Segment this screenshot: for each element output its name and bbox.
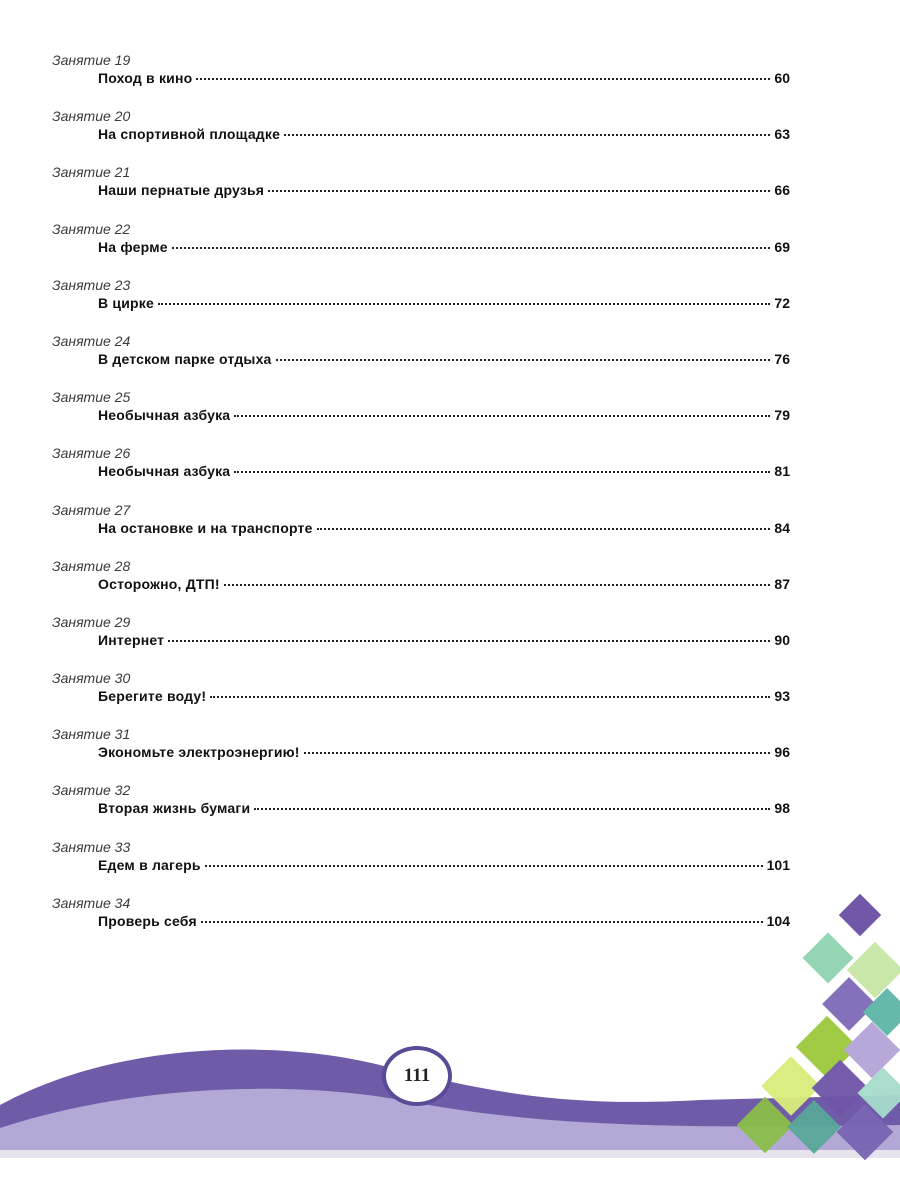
- lesson-page: 72: [774, 294, 790, 311]
- dot-leader: [234, 415, 770, 417]
- toc-entry: [52, 891, 790, 947]
- lesson-title: На спортивной площадке: [98, 126, 281, 143]
- toc-entry: [52, 666, 790, 722]
- toc-line: [98, 463, 790, 479]
- dot-leader: [276, 359, 771, 361]
- lesson-title: В цирке: [98, 294, 154, 311]
- toc-line: [98, 913, 790, 929]
- lesson-page: 63: [774, 126, 790, 143]
- toc-line: [98, 295, 790, 311]
- lesson-page: 79: [774, 407, 790, 424]
- lesson-page: 66: [774, 182, 790, 199]
- lesson-number: Занятие 19: [52, 52, 131, 68]
- toc-entry: [52, 722, 790, 778]
- dot-leader: [304, 752, 771, 754]
- toc-line: [98, 800, 790, 816]
- lesson-number: Занятие 23: [52, 276, 131, 293]
- dot-leader: [168, 640, 770, 642]
- dot-leader: [196, 78, 770, 80]
- lesson-page: 76: [774, 350, 790, 367]
- toc-entry: [52, 610, 790, 666]
- lesson-page: 93: [774, 688, 790, 705]
- lesson-title: Экономьте электроэнергию!: [98, 744, 300, 761]
- dot-leader: [172, 247, 771, 249]
- lesson-title: Вторая жизнь бумаги: [98, 800, 251, 817]
- toc-entry: [52, 104, 790, 160]
- lesson-title: Осторожно, ДТП!: [98, 575, 220, 592]
- lesson-page: 90: [774, 631, 790, 648]
- lesson-page: 81: [774, 463, 790, 480]
- lesson-number: Занятие 33: [52, 838, 131, 855]
- lesson-number: Занятие 26: [52, 445, 131, 462]
- dot-leader: [224, 584, 771, 586]
- toc-entry: [52, 217, 790, 273]
- lesson-title: Поход в кино: [98, 70, 193, 86]
- toc-line: [98, 182, 790, 198]
- toc-line: [98, 70, 790, 86]
- toc-entry: [52, 778, 790, 834]
- toc-entry: [52, 385, 790, 441]
- lesson-title: Берегите воду!: [98, 688, 207, 705]
- table-of-contents: [52, 48, 790, 947]
- lesson-number: Занятие 30: [52, 670, 131, 687]
- lesson-title: На остановке и на транспорте: [98, 519, 313, 536]
- lesson-number: Занятие 34: [52, 894, 131, 911]
- toc-line: [98, 632, 790, 648]
- toc-entry: [52, 273, 790, 329]
- dot-leader: [205, 865, 763, 867]
- toc-line: [98, 688, 790, 704]
- lesson-page: 101: [766, 856, 790, 873]
- toc-entry: [52, 498, 790, 554]
- dot-leader: [268, 190, 770, 192]
- toc-line: [98, 857, 790, 873]
- lesson-page: 98: [774, 800, 790, 817]
- lesson-number: Занятие 21: [52, 164, 131, 181]
- lesson-page: 60: [774, 70, 790, 86]
- lesson-title: Необычная азбука: [98, 463, 231, 480]
- lesson-page: 96: [774, 744, 790, 761]
- lesson-number: Занятие 28: [52, 557, 131, 574]
- toc-line: [98, 126, 790, 142]
- toc-entry: [52, 554, 790, 610]
- lesson-title: На ферме: [98, 238, 168, 255]
- toc-line: [98, 239, 790, 255]
- lesson-page: 69: [774, 238, 790, 255]
- toc-line: [98, 576, 790, 592]
- dot-leader: [284, 134, 770, 136]
- lesson-number: Занятие 20: [52, 108, 131, 125]
- toc-line: [98, 407, 790, 423]
- dot-leader: [201, 921, 763, 923]
- lesson-number: Занятие 31: [52, 726, 131, 743]
- toc-line: [98, 351, 790, 367]
- toc-entry: [52, 441, 790, 497]
- dot-leader: [210, 696, 770, 698]
- toc-entry: [52, 48, 790, 104]
- lesson-number: Занятие 22: [52, 220, 131, 237]
- toc-entry: [52, 160, 790, 216]
- lesson-title: Проверь себя: [98, 912, 197, 929]
- page-number: 111: [382, 1046, 452, 1106]
- dot-leader: [234, 471, 770, 473]
- lesson-number: Занятие 32: [52, 782, 131, 799]
- toc-entry: [52, 329, 790, 385]
- lesson-page: 87: [774, 575, 790, 592]
- lesson-title: Необычная азбука: [98, 407, 231, 424]
- toc-line: [98, 520, 790, 536]
- lesson-title: В детском парке отдыха: [98, 350, 272, 367]
- lesson-page: 84: [774, 519, 790, 536]
- lesson-title: Наши пернатые друзья: [98, 182, 265, 199]
- lesson-number: Занятие 24: [52, 332, 131, 349]
- dot-leader: [254, 808, 770, 810]
- toc-line: [98, 744, 790, 760]
- dot-leader: [158, 303, 770, 305]
- lesson-title: Интернет: [98, 631, 165, 648]
- lesson-number: Занятие 25: [52, 389, 131, 406]
- lesson-number: Занятие 29: [52, 613, 131, 630]
- dot-leader: [317, 528, 771, 530]
- toc-entry: [52, 835, 790, 891]
- lesson-title: Едем в лагерь: [98, 856, 201, 873]
- lesson-number: Занятие 27: [52, 501, 131, 518]
- lesson-page: 104: [766, 912, 790, 929]
